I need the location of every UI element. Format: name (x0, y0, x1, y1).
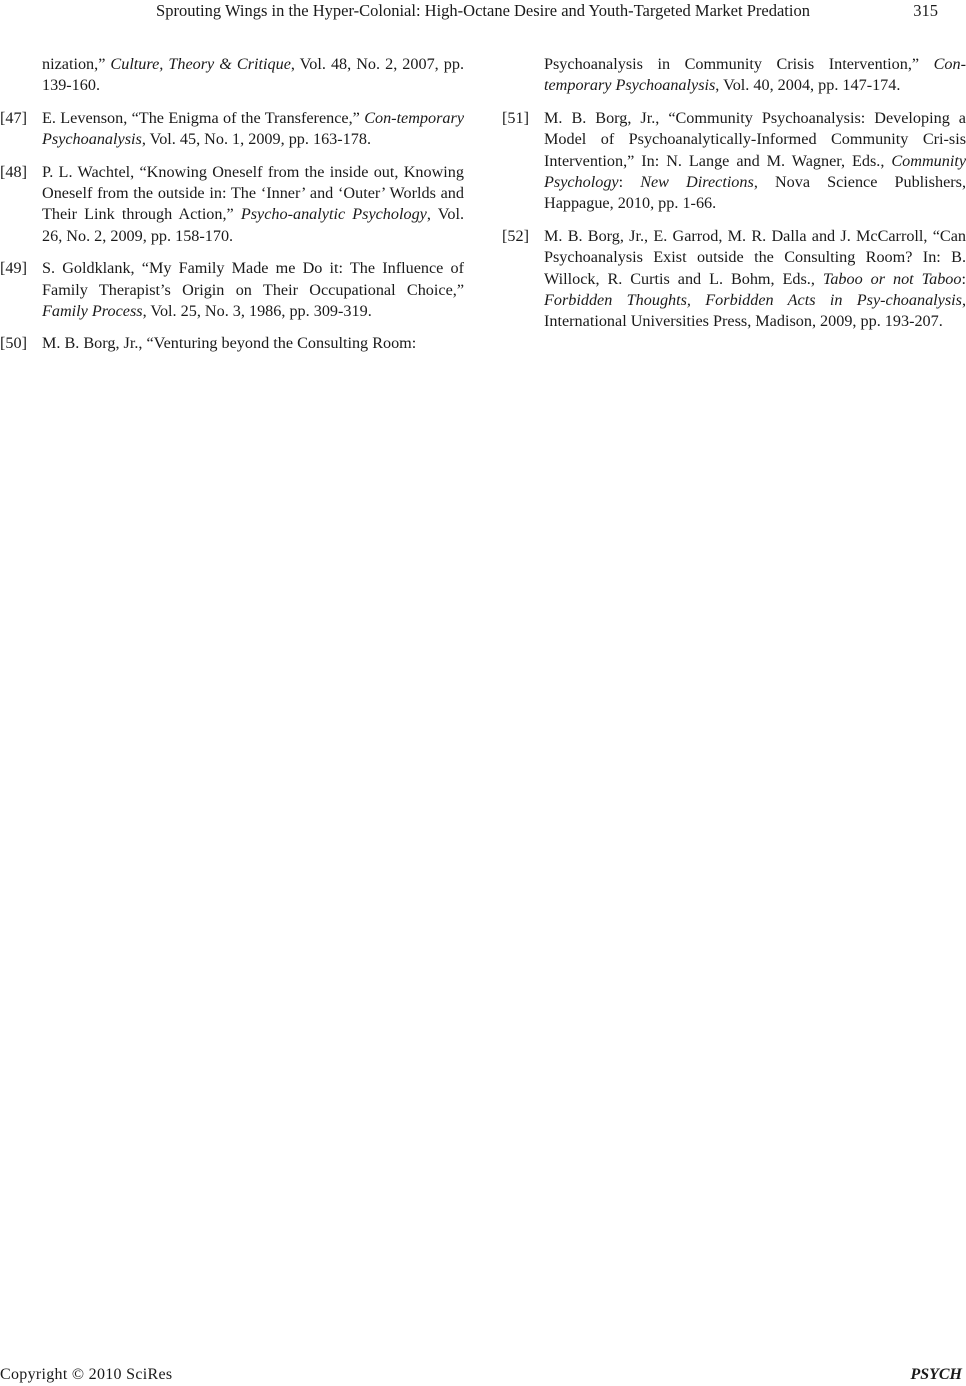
running-title: Sprouting Wings in the Hyper-Colonial: High-Octane Desire and Youth-Targeted Market Predation (156, 1, 810, 20)
reference-italic-part: New Directions (640, 173, 754, 192)
reference-part: , Vol. 40, 2004, pp. 147-174. (715, 76, 901, 95)
page-number: 315 (913, 1, 938, 20)
reference-entry (502, 108, 966, 215)
reference-italic-part: Community Psychology (544, 151, 966, 192)
reference-number: [51] (502, 108, 529, 127)
reference-entry (502, 226, 966, 333)
reference-entry (0, 162, 464, 248)
reference-italic-part: Con-temporary Psychoanalysis (544, 55, 966, 95)
reference-part: , Vol. 26, No. 2, 2009, pp. 158-170. (42, 205, 464, 245)
reference-italic-part: Psycho-analytic Psychology (240, 205, 427, 224)
reference-part: M. B. Borg, Jr., E. Garrod, M. R. Dalla and J. McCarroll, “Can Psychoanalysis Exist outside the Consulting Room? In: B. Willock, R. Curtis and L. Bohm, Eds., (544, 226, 966, 288)
reference-part: , Vol. 45, No. 1, 2009, pp. 163-178. (141, 130, 371, 149)
reference-part: Psychoanalysis in Community Crisis Intervention,” (544, 55, 934, 73)
right-column (502, 54, 966, 344)
reference-text (544, 109, 966, 213)
reference-entry (0, 333, 464, 354)
reference-number: [49] (0, 259, 27, 278)
reference-italic-part: Forbidden Thoughts, Forbidden Acts in Psy-choanalysis (544, 291, 962, 310)
reference-part: M. B. Borg, Jr., “Venturing beyond the Consulting Room: (42, 334, 417, 353)
reference-text (544, 55, 966, 94)
reference-number: [52] (502, 226, 529, 245)
reference-part: P. L. Wachtel, “Knowing Oneself from the inside out, Knowing Oneself from the outside in: The ‘Inner’ and ‘Outer’ Worlds and Their Link through Action,” (42, 162, 464, 224)
reference-text (544, 227, 966, 331)
reference-part: , Vol. 48, No. 2, 2007, pp. 139-160. (42, 55, 464, 95)
reference-italic-part: Culture, Theory & Critique (110, 55, 291, 73)
reference-entry (0, 108, 464, 151)
reference-number: [50] (0, 334, 27, 353)
reference-number: [47] (0, 108, 27, 127)
reference-text (42, 55, 464, 94)
copyright-notice: Copyright © 2010 SciRes (0, 1366, 173, 1383)
reference-part: , Vol. 25, No. 3, 1986, pp. 309-319. (142, 302, 372, 321)
reference-text (42, 163, 464, 245)
reference-part: S. Goldklank, “My Family Made me Do it: The Influence of Family Therapist’s Origin on Their Occupational Choice,” (42, 259, 464, 299)
reference-part: M. B. Borg, Jr., “Community Psychoanalysis: Developing a Model of Psychoanalytically-Informed Community Cri-sis Intervention,” In: N. Lange and M. Wagner, Eds., (544, 108, 966, 170)
reference-text (42, 259, 464, 320)
reference-entry (0, 54, 464, 97)
reference-entry (502, 54, 966, 97)
reference-part: , International Universities Press, Madison, 2009, pp. 193-207. (544, 291, 966, 331)
reference-text (42, 109, 464, 148)
reference-italic-part: Family Process (42, 302, 143, 321)
reference-text (42, 334, 416, 352)
reference-part: : (618, 173, 641, 192)
reference-part: E. Levenson, “The Enigma of the Transference,” (42, 108, 365, 127)
reference-part: : (961, 269, 966, 288)
reference-part: , Nova Science Publishers, Happague, 2010, pp. 1-66. (544, 173, 966, 213)
reference-entry (0, 258, 464, 322)
reference-number: [48] (0, 162, 27, 181)
journal-name: PSYCH (910, 1366, 962, 1383)
reference-part: nization,” (42, 55, 111, 73)
left-column (0, 54, 464, 366)
reference-italic-part: Con-temporary Psychoanalysis (42, 108, 464, 149)
reference-italic-part: Taboo or not Taboo (822, 269, 962, 288)
